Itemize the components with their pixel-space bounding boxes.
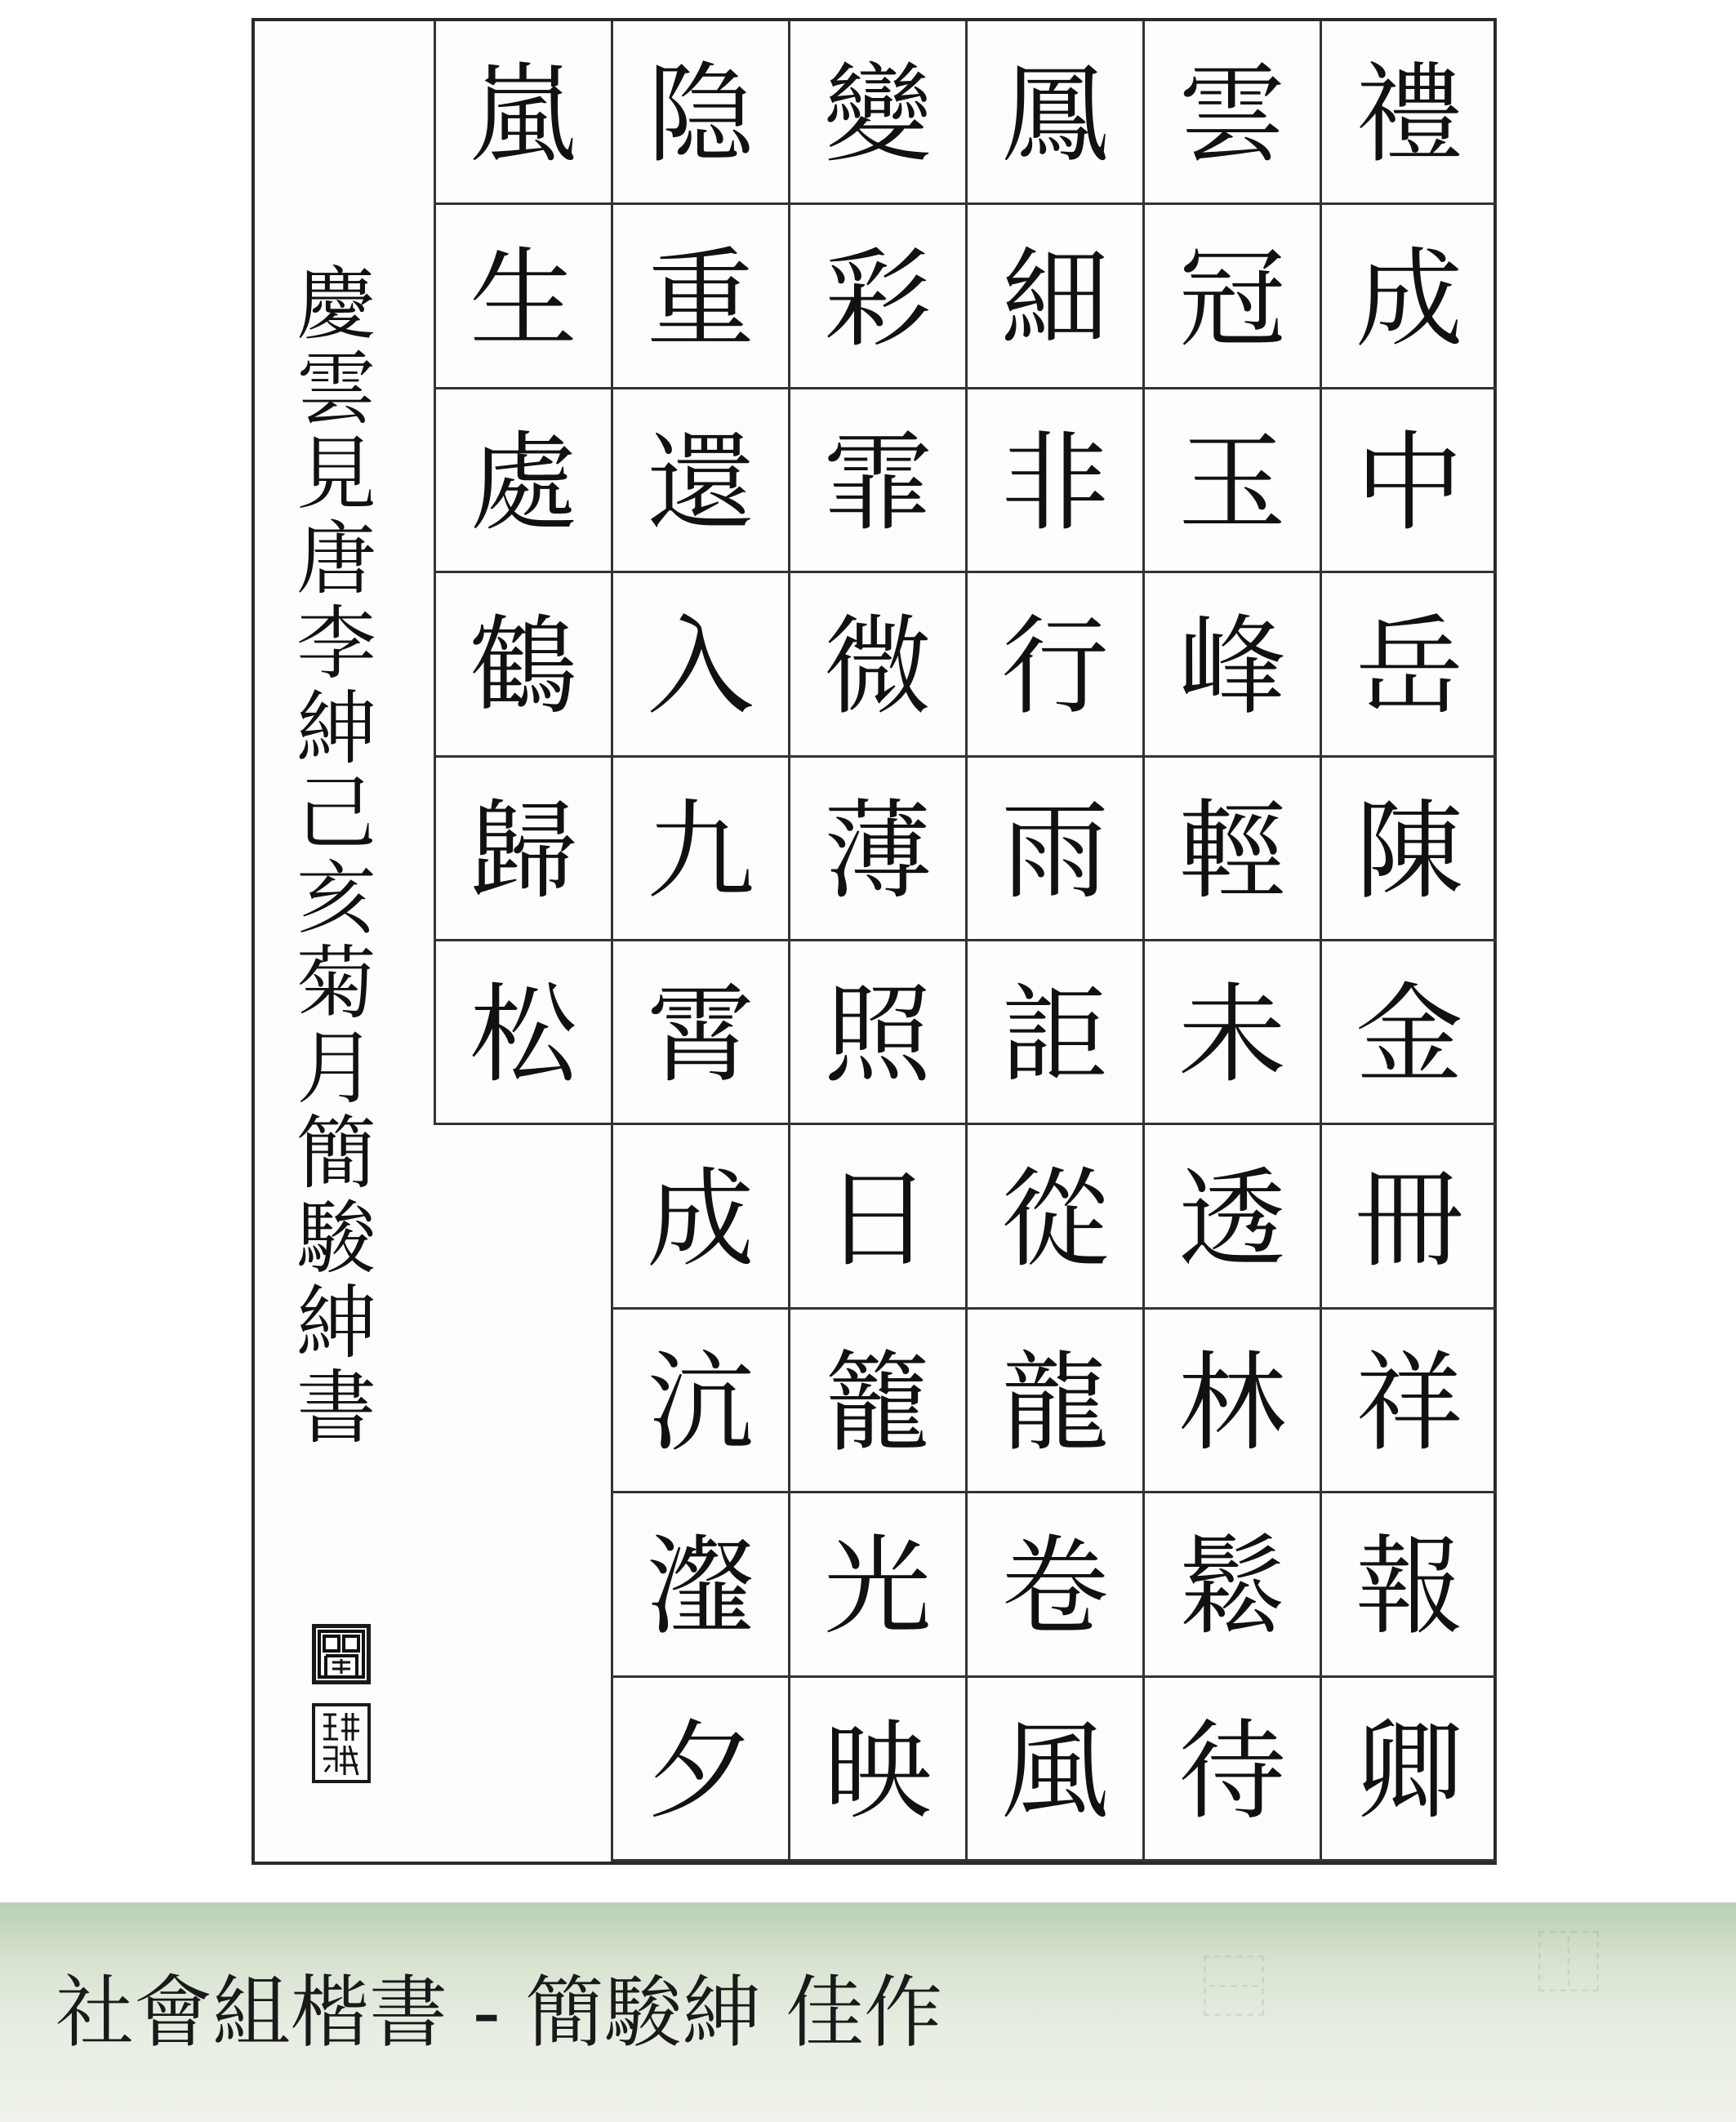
poem-character: 龍 xyxy=(1001,1340,1109,1466)
poem-character-cell xyxy=(1320,1493,1497,1677)
poem-character: 雲 xyxy=(1178,52,1286,179)
poem-character-cell xyxy=(1320,758,1497,941)
caption-bar xyxy=(0,1902,1736,2122)
poem-character: 林 xyxy=(1178,1340,1286,1466)
background-ghost-mark: ⿰ xyxy=(1535,1925,1603,2003)
poem-character: 陳 xyxy=(1355,788,1463,914)
poem-character: 霄 xyxy=(647,972,754,1099)
signature-character: 亥 xyxy=(296,852,376,945)
poem-character-cell xyxy=(1320,573,1497,757)
poem-character-cell xyxy=(965,941,1142,1125)
poem-character: 風 xyxy=(1001,1708,1109,1835)
poem-character-cell xyxy=(965,205,1142,389)
poem-character: 未 xyxy=(1178,972,1286,1099)
poem-character: 入 xyxy=(647,604,754,731)
poem-character: 光 xyxy=(824,1524,932,1651)
signature-character: 李 xyxy=(296,598,376,691)
signature-character: 紳 xyxy=(296,1277,376,1370)
poem-character: 岳 xyxy=(1355,604,1463,731)
poem-character-cell xyxy=(611,21,788,205)
poem-character-cell xyxy=(611,1310,788,1493)
background-ghost-mark: ⿱ xyxy=(1200,1950,1268,2027)
poem-character-cell xyxy=(1142,389,1320,573)
poem-character-cell xyxy=(1142,1493,1320,1677)
seal-stamp-secondary xyxy=(312,1703,371,1783)
poem-character-cell xyxy=(788,389,965,573)
poem-character-cell xyxy=(611,1493,788,1677)
character-grid xyxy=(433,21,1497,1862)
poem-character-cell xyxy=(434,389,611,573)
poem-character: 映 xyxy=(824,1708,932,1835)
poem-character: 卿 xyxy=(1355,1708,1463,1835)
poem-character: 玉 xyxy=(1178,420,1286,546)
poem-character-cell xyxy=(1142,573,1320,757)
poem-character-cell xyxy=(1320,1310,1497,1493)
poem-character: 瀣 xyxy=(647,1524,754,1651)
poem-character-cell xyxy=(788,1493,965,1677)
poem-character-cell xyxy=(611,1678,788,1862)
poem-character-cell xyxy=(611,1125,788,1309)
poem-character: 鬆 xyxy=(1178,1524,1286,1651)
poem-character-cell xyxy=(1142,1310,1320,1493)
poem-character: 行 xyxy=(1001,604,1109,731)
signature-character: 唐 xyxy=(296,513,376,606)
poem-character-cell xyxy=(965,1310,1142,1493)
signature-character: 見 xyxy=(296,428,376,521)
poem-character: 細 xyxy=(1001,236,1109,363)
poem-character-cell xyxy=(1142,1678,1320,1862)
signature-character: 紳 xyxy=(296,683,376,776)
poem-character-cell xyxy=(434,205,611,389)
poem-character: 彩 xyxy=(824,236,932,363)
signature-character: 己 xyxy=(296,767,376,861)
poem-character: 處 xyxy=(470,420,577,546)
poem-character: 待 xyxy=(1178,1708,1286,1835)
poem-character: 鶴 xyxy=(470,604,577,731)
poem-character: 日 xyxy=(824,1156,932,1283)
poem-character: 籠 xyxy=(824,1340,932,1466)
poem-character: 冊 xyxy=(1355,1156,1463,1283)
poem-character-cell xyxy=(788,21,965,205)
poem-character-cell xyxy=(788,573,965,757)
poem-character: 峰 xyxy=(1178,604,1286,731)
poem-character-cell xyxy=(965,1678,1142,1862)
poem-character-cell xyxy=(788,758,965,941)
poem-character-cell xyxy=(965,758,1142,941)
seal-1-icon xyxy=(318,1630,365,1679)
poem-character-cell xyxy=(1320,1678,1497,1862)
poem-character-cell xyxy=(611,573,788,757)
signature-character: 雲 xyxy=(296,343,376,436)
signature-character: 書 xyxy=(296,1362,376,1455)
poem-character: 變 xyxy=(824,52,932,179)
poem-character-cell xyxy=(965,573,1142,757)
signature-character: 駿 xyxy=(296,1192,376,1285)
poem-character-cell xyxy=(1142,941,1320,1125)
poem-character: 詎 xyxy=(1001,972,1109,1099)
poem-character: 沆 xyxy=(647,1340,754,1466)
poem-character: 金 xyxy=(1355,972,1463,1099)
poem-character-cell xyxy=(1320,21,1497,205)
poem-character: 隐 xyxy=(647,52,754,179)
poem-character-cell xyxy=(1142,758,1320,941)
poem-character: 照 xyxy=(824,972,932,1099)
poem-character-cell xyxy=(611,389,788,573)
poem-character-cell xyxy=(1320,941,1497,1125)
poem-character: 霏 xyxy=(824,420,932,546)
poem-character: 九 xyxy=(647,788,754,914)
poem-character: 歸 xyxy=(470,788,577,914)
poem-character-cell xyxy=(1320,1125,1497,1309)
poem-character-cell xyxy=(611,205,788,389)
poem-character-cell xyxy=(1142,21,1320,205)
poem-character-cell xyxy=(788,1678,965,1862)
poem-character-cell xyxy=(788,941,965,1125)
poem-character-cell xyxy=(434,573,611,757)
poem-character-cell xyxy=(434,941,611,1125)
poem-character: 成 xyxy=(647,1156,754,1283)
poem-character: 微 xyxy=(824,604,932,731)
poem-character: 祥 xyxy=(1355,1340,1463,1466)
poem-character-cell xyxy=(434,21,611,205)
poem-character: 卷 xyxy=(1001,1524,1109,1651)
poem-character: 薄 xyxy=(824,788,932,914)
poem-character: 還 xyxy=(647,420,754,546)
poem-character-cell xyxy=(611,941,788,1125)
poem-character: 報 xyxy=(1355,1524,1463,1651)
poem-character-cell xyxy=(965,1493,1142,1677)
poem-character: 冠 xyxy=(1178,236,1286,363)
poem-character: 生 xyxy=(470,236,577,363)
poem-character-cell xyxy=(1142,1125,1320,1309)
poem-character-cell xyxy=(965,1125,1142,1309)
poem-character: 雨 xyxy=(1001,788,1109,914)
poem-character-cell xyxy=(1142,205,1320,389)
signature-character: 簡 xyxy=(296,1107,376,1200)
poem-character: 重 xyxy=(647,236,754,363)
poem-character-cell xyxy=(1320,205,1497,389)
signature-character: 菊 xyxy=(296,937,376,1030)
poem-character: 松 xyxy=(470,972,577,1099)
poem-character-cell xyxy=(965,389,1142,573)
poem-character: 輕 xyxy=(1178,788,1286,914)
poem-character: 透 xyxy=(1178,1156,1286,1283)
poem-character-cell xyxy=(434,758,611,941)
poem-character-cell xyxy=(1320,389,1497,573)
calligraphy-sheet xyxy=(251,18,1497,1865)
poem-character: 中 xyxy=(1355,420,1463,546)
signature-column xyxy=(271,258,402,1455)
seal-stamp xyxy=(312,1624,371,1684)
signature-character: 月 xyxy=(296,1022,376,1115)
poem-character-cell xyxy=(611,758,788,941)
poem-character-cell xyxy=(788,1125,965,1309)
poem-character: 禮 xyxy=(1355,52,1463,179)
seal-2-icon xyxy=(317,1708,366,1778)
poem-character: 夕 xyxy=(647,1708,754,1835)
poem-character: 非 xyxy=(1001,420,1109,546)
signature-character: 慶 xyxy=(296,258,376,351)
poem-character: 成 xyxy=(1355,236,1463,363)
poem-character-cell xyxy=(788,1310,965,1493)
poem-character-cell xyxy=(965,21,1142,205)
poem-character: 嵐 xyxy=(470,52,577,179)
poem-character-cell xyxy=(788,205,965,389)
award-caption: 社會組楷書 - 簡駿紳 佳作 xyxy=(56,1967,943,2058)
poem-character: 從 xyxy=(1001,1156,1109,1283)
poem-character: 鳳 xyxy=(1001,52,1109,179)
